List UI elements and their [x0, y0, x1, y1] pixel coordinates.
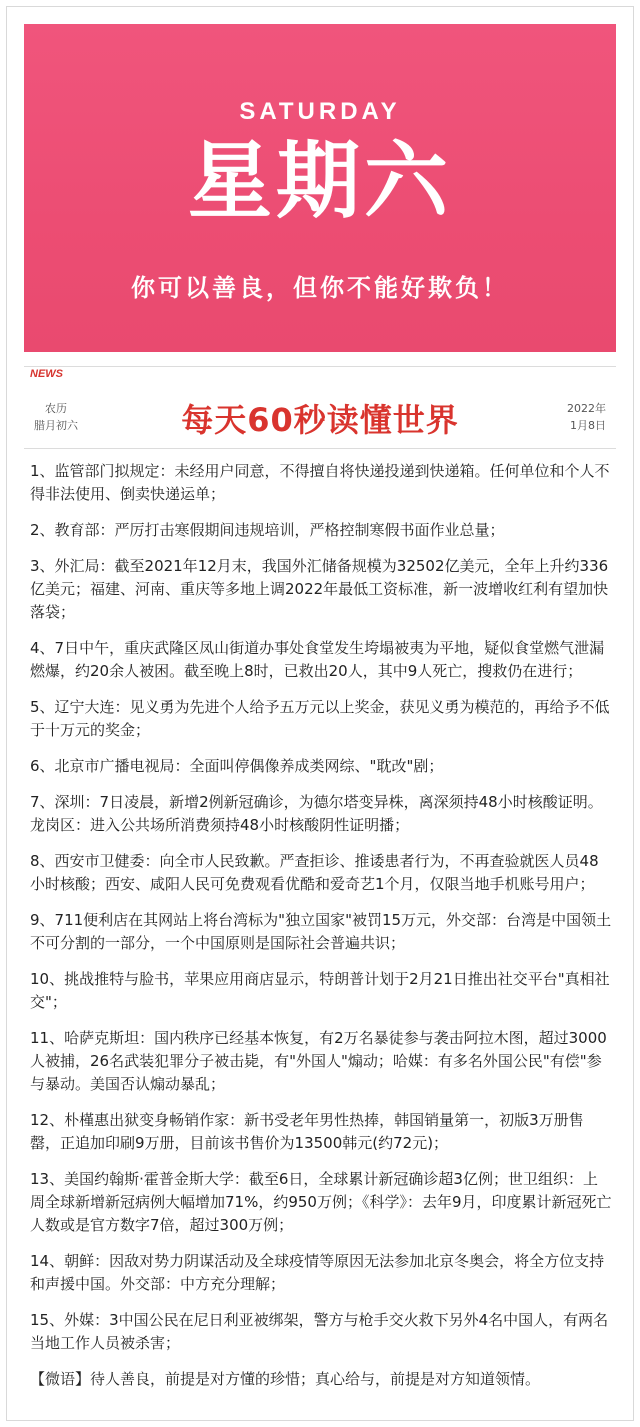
news-item: 1、监管部门拟规定：未经用户同意，不得擅自将快递投递到快递箱。任何单位和个人不得非法使用、倒卖快递运单； — [30, 462, 610, 503]
news-divider — [24, 366, 616, 367]
header-banner — [24, 24, 616, 352]
daily-quote: 【微语】待人善良，前提是对方懂的珍惜；真心给与，前提是对方知道领情。 — [30, 1370, 541, 1388]
gregorian-year: 2022年 — [567, 402, 606, 415]
news-item: 12、朴槿惠出狱变身畅销作家：新书受老年男性热捧，韩国销量第一，初版3万册售罄，正追加印刷9万册，目前该书售价为13500韩元(约72元)； — [30, 1111, 584, 1152]
news-item: 6、北京市广播电视局：全面叫停偶像养成类网综、"耽改"剧； — [30, 757, 444, 775]
gregorian-day: 1月8日 — [570, 419, 606, 432]
news-item: 9、711便利店在其网站上将台湾标为"独立国家"被罚15万元，外交部：台湾是中国领土不可分割的一部分，一个中国原则是国际社会普遍共识； — [30, 911, 612, 952]
news-item: 13、美国约翰斯·霍普金斯大学：截至6日，全球累计新冠确诊超3亿例；世卫组织：上周全球新增新冠病例大幅增加71%，约950万例；《科学》：去年9月，印度累计新冠死亡人数或是官方数字7倍，超过300万例； — [30, 1170, 612, 1234]
news-item: 5、辽宁大连：见义勇为先进个人给予五万元以上奖金，获见义勇为模范的，再给予不低于十万元的奖金； — [30, 698, 610, 739]
news-item: 15、外媒：3中国公民在尼日利亚被绑架，警方与枪手交火救下另外4名中国人，有两名当地工作人员被杀害； — [30, 1311, 609, 1352]
page-title: 每天60秒读懂世界 — [181, 401, 459, 439]
news-item: 7、深圳：7日凌晨，新增2例新冠确诊，为德尔塔变异株，离深须持48小时核酸证明。龙岗区：进入公共场所消费须持48小时核酸阴性证明播； — [30, 793, 603, 834]
news-item: 2、教育部：严厉打击寒假期间违规培训，严格控制寒假书面作业总量； — [30, 521, 505, 539]
news-tag: NEWS — [30, 368, 63, 380]
banner-weekday-cn: 星期六 — [187, 132, 452, 230]
banner-weekday-en: SATURDAY — [239, 98, 401, 125]
news-list — [30, 460, 612, 1391]
news-item: 14、朝鲜：因敌对势力阴谋活动及全球疫情等原因无法参加北京冬奥会，将全方位支持和声援中国。外交部：中方充分理解； — [30, 1252, 605, 1293]
lunar-date-value: 腊月初六 — [34, 419, 78, 432]
news-item: 10、挑战推特与脸书，苹果应用商店显示，特朗普计划于2月21日推出社交平台"真相社交"； — [30, 970, 610, 1011]
header-divider — [24, 448, 616, 449]
lunar-date-label: 农历 — [45, 402, 67, 415]
news-item: 11、哈萨克斯坦：国内秩序已经基本恢复，有2万名暴徒参与袭击阿拉木图，超过3000人被捕，26名武装犯罪分子被击毙，有"外国人"煽动；哈媒：有多名外国公民"有偿"参与暴动。美国否认煽动暴乱； — [30, 1029, 607, 1093]
news-item: 3、外汇局：截至2021年12月末，我国外汇储备规模为32502亿美元，全年上升约336亿美元；福建、河南、重庆等多地上调2022年最低工资标准，新一波增收红利有望加快落袋； — [30, 557, 609, 621]
banner-subtitle: 你可以善良，但你不能好欺负！ — [131, 274, 509, 302]
news-item: 8、西安市卫健委：向全市人民致歉。严查拒诊、推诿患者行为，不再查验就医人员48小时核酸；西安、咸阳人民可免费观看优酷和爱奇艺1个月，仅限当地手机账号用户； — [30, 852, 599, 893]
gregorian-date — [567, 400, 606, 434]
news-item: 4、7日中午，重庆武隆区凤山街道办事处食堂发生垮塌被夷为平地，疑似食堂燃气泄漏燃爆，约20余人被困。截至晚上8时，已救出20人，其中9人死亡，搜救仍在进行； — [30, 639, 605, 680]
